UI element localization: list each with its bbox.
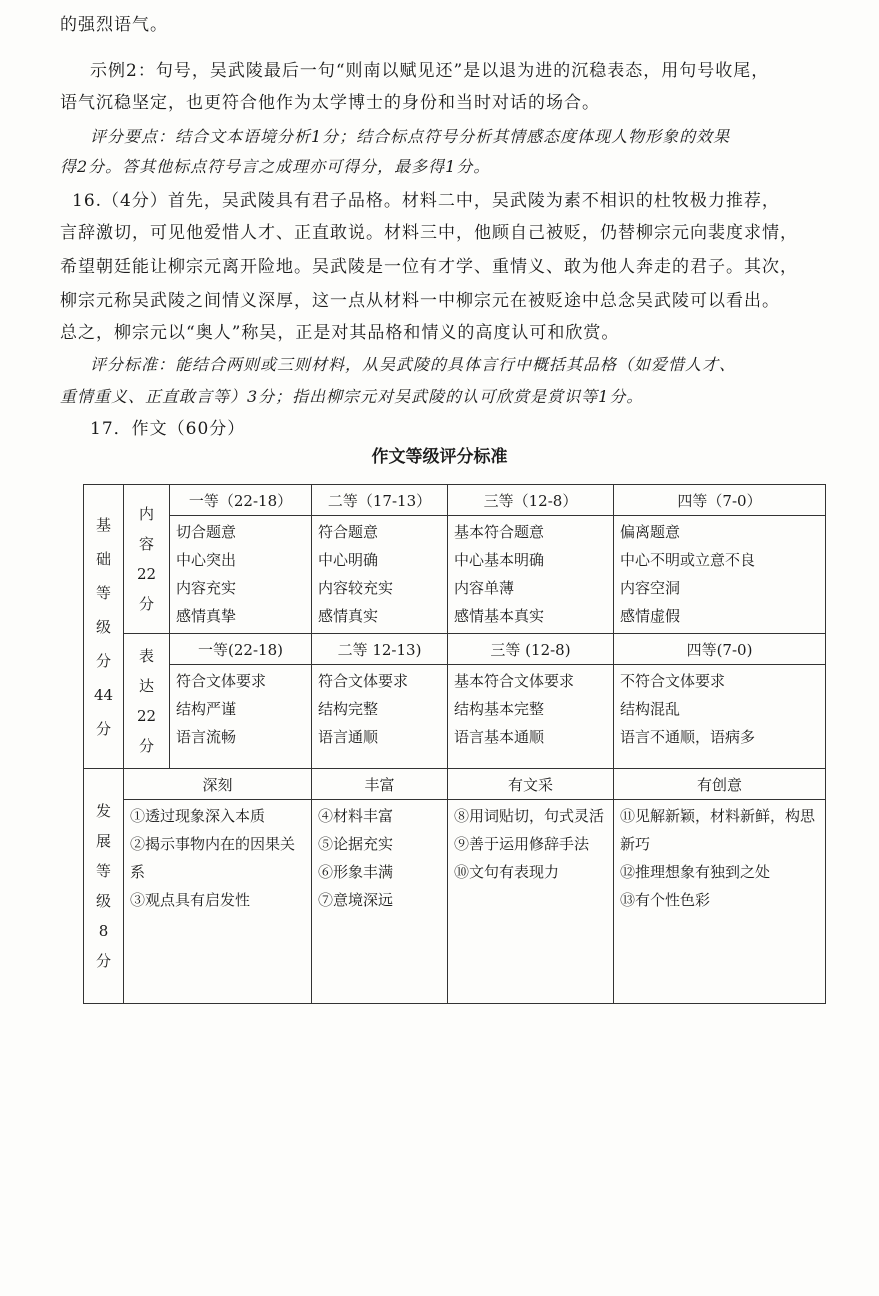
question-heading: 17．作文（60分） [90,419,246,439]
criteria-cell: ⑪见解新颖，材料新鲜，构思新巧 ⑫推理想象有独到之处 ⑬有个性色彩 [614,800,826,1004]
text-line: 希望朝廷能让柳宗元离开险地。吴武陵是一位有才学、重情义、敢为他人奔走的君子。其次， [60,257,798,277]
text-line: 示例2：句号，吴武陵最后一句“则南以赋见还”是以退为进的沉稳表态，用句号收尾， [90,61,770,81]
development-header-row [84,769,826,800]
text-line: 语气沉稳坚定，也更符合他作为太学博士的身份和当时对话的场合。 [60,93,600,113]
grade-head: 四等(7-0) [614,634,826,665]
dev-head: 深刻 [124,769,312,800]
grade-head: 三等 (12-8) [448,634,614,665]
criteria-cell: 符合题意 中心明确 内容较充实 感情真实 [312,516,448,634]
text-line: 的强烈语气。 [60,15,168,35]
criteria-cell: 基本符合文体要求 结构基本完整 语言基本通顺 [448,665,614,769]
scoring-note: 得2分。答其他标点符号言之成理亦可得分，最多得1分。 [60,157,491,176]
grading-table [83,484,826,1004]
criteria-cell: ①透过现象深入本质 ②揭示事物内在的因果关系 ③观点具有启发性 [124,800,312,1004]
criteria-cell: 切合题意 中心突出 内容充实 感情真挚 [170,516,312,634]
criteria-cell: 符合文体要求 结构完整 语言通顺 [312,665,448,769]
grade-head: 四等（7-0） [614,485,826,516]
text-line: 总之，柳宗元以“奥人”称吴，正是对其品格和情义的高度认可和欣赏。 [60,323,620,343]
development-grade-label: 发 展 等 级 8 分 [84,769,124,1004]
text-line: 柳宗元称吴武陵之间情义深厚，这一点从材料一中柳宗元在被贬途中总念吴武陵可以看出。 [60,291,780,311]
criteria-cell: 偏离题意 中心不明或立意不良 内容空洞 感情虚假 [614,516,826,634]
table-title: 作文等级评分标准 [371,447,508,467]
scoring-note: 评分要点：结合文本语境分析1分；结合标点符号分析其情感态度体现人物形象的效果 [90,127,731,146]
dev-head: 有文采 [448,769,614,800]
grade-head: 一等（22-18） [170,485,312,516]
expression-criteria-row [84,665,826,769]
text-line: 16.（4分）首先，吴武陵具有君子品格。材料二中，吴武陵为素不相识的杜牧极力推荐， [72,191,780,211]
criteria-cell: 符合文体要求 结构严谨 语言流畅 [170,665,312,769]
dev-head: 有创意 [614,769,826,800]
expression-label: 表 达 22 分 [124,634,170,769]
dev-head: 丰富 [312,769,448,800]
grade-head: 二等（17-13） [312,485,448,516]
content-criteria-row [84,516,826,634]
criteria-cell: ⑧用词贴切，句式灵活 ⑨善于运用修辞手法 ⑩文句有表现力 [448,800,614,1004]
scoring-note: 评分标准：能结合两则或三则材料，从吴武陵的具体言行中概括其品格（如爱惜人才、 [90,355,737,374]
grade-head: 三等（12-8） [448,485,614,516]
criteria-cell: 基本符合题意 中心基本明确 内容单薄 感情基本真实 [448,516,614,634]
text-line: 言辞激切，可见他爱惜人才、正直敢说。材料三中，他顾自己被贬，仍替柳宗元向裴度求情， [60,223,798,243]
basic-grade-label: 基 础 等 级 分 44 分 [84,485,124,769]
criteria-cell: ④材料丰富 ⑤论据充实 ⑥形象丰满 ⑦意境深远 [312,800,448,1004]
criteria-cell: 不符合文体要求 结构混乱 语言不通顺，语病多 [614,665,826,769]
development-criteria-row [84,800,826,1004]
grade-head: 一等(22-18) [170,634,312,665]
content-header-row [84,485,826,516]
scoring-note: 重情重义、正直敢言等）3分；指出柳宗元对吴武陵的认可欣赏是赏识等1分。 [60,387,644,406]
content-label: 内 容 22 分 [124,485,170,634]
grade-head: 二等 12-13) [312,634,448,665]
expression-header-row [84,634,826,665]
